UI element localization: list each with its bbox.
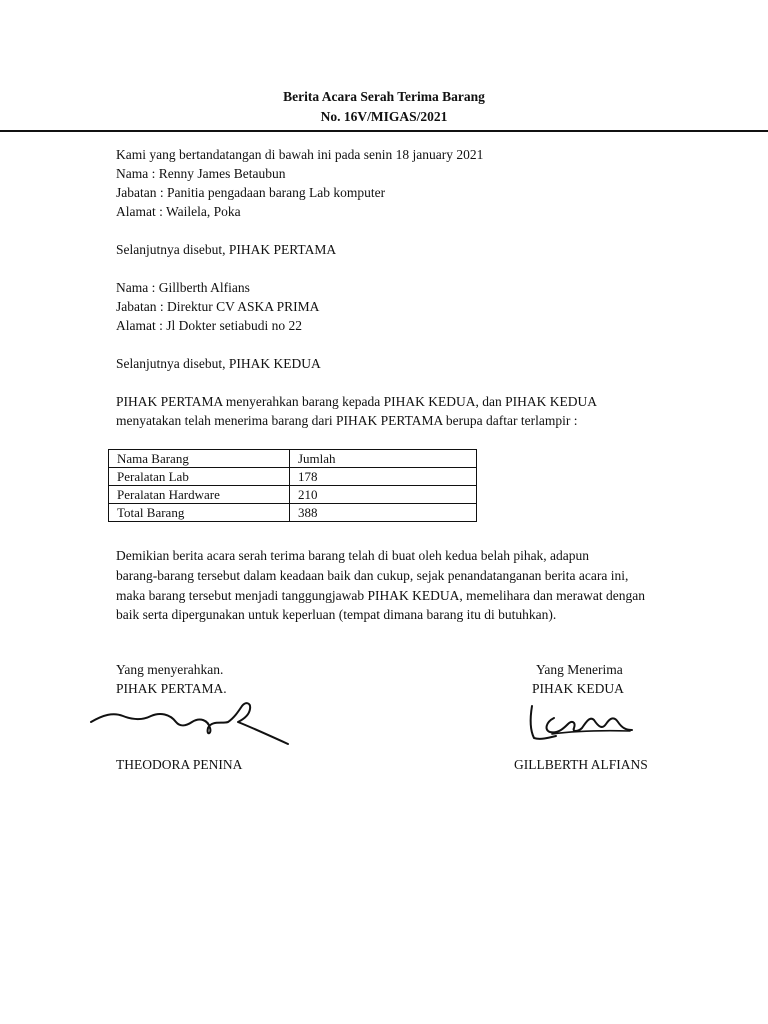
party-two-designation: Selanjutnya disebut, PIHAK KEDUA — [116, 356, 321, 371]
table-header-cell: Jumlah — [290, 450, 477, 468]
table-cell: Peralatan Lab — [109, 468, 290, 486]
left-signer-role: Yang menyerahkan. — [116, 662, 224, 677]
left-signer-name: THEODORA PENINA — [116, 757, 243, 772]
items-table — [108, 449, 477, 522]
closing-text-line: baik serta dipergunakan untuk keperluan (tempat dimana barang itu di butuhkan). — [116, 607, 557, 622]
right-signer-party: PIHAK KEDUA — [532, 681, 624, 696]
party-one-position: Jabatan : Panitia pengadaan barang Lab komputer — [116, 185, 386, 200]
party-one-name: Nama : Renny James Betaubun — [116, 166, 286, 181]
closing-text-line: barang-barang tersebut dalam keadaan baik dan cukup, sejak penandatanganan berita acara ini, — [116, 568, 629, 583]
document-title: Berita Acara Serah Terima Barang — [283, 89, 485, 104]
right-signer-name: GILLBERTH ALFIANS — [514, 757, 648, 772]
table-cell: 210 — [290, 486, 477, 504]
party-one-address: Alamat : Wailela, Poka — [116, 204, 241, 219]
closing-text-line: maka barang tersebut menjadi tanggungjawab PIHAK KEDUA, memelihara dan merawat dengan — [116, 588, 645, 603]
right-signature-image — [522, 700, 642, 748]
left-signature-image — [88, 700, 298, 752]
document-number: No. 16V/MIGAS/2021 — [320, 109, 448, 124]
table-cell: 178 — [290, 468, 477, 486]
party-two-address: Alamat : Jl Dokter setiabudi no 22 — [116, 318, 302, 333]
table-cell: Total Barang — [109, 504, 290, 522]
intro-text: Kami yang bertandatangan di bawah ini pada senin 18 january 2021 — [116, 147, 484, 162]
handover-text-line: PIHAK PERTAMA menyerahkan barang kepada PIHAK KEDUA, dan PIHAK KEDUA — [116, 394, 598, 409]
party-two-name: Nama : Gillberth Alfians — [116, 280, 250, 295]
table-row — [109, 468, 477, 486]
party-two-position: Jabatan : Direktur CV ASKA PRIMA — [116, 299, 320, 314]
table-header-cell: Nama Barang — [109, 450, 290, 468]
right-signer-role: Yang Menerima — [536, 662, 623, 677]
table-row — [109, 504, 477, 522]
header-divider — [0, 130, 768, 132]
left-signer-party: PIHAK PERTAMA. — [116, 681, 227, 696]
table-cell: Peralatan Hardware — [109, 486, 290, 504]
party-one-designation: Selanjutnya disebut, PIHAK PERTAMA — [116, 242, 337, 257]
table-header-row — [109, 450, 477, 468]
handover-text-line: menyatakan telah menerima barang dari PIHAK PERTAMA berupa daftar terlampir : — [116, 413, 578, 428]
table-cell: 388 — [290, 504, 477, 522]
closing-text-line: Demikian berita acara serah terima barang telah di buat oleh kedua belah pihak, adapun — [116, 548, 590, 563]
table-row — [109, 486, 477, 504]
